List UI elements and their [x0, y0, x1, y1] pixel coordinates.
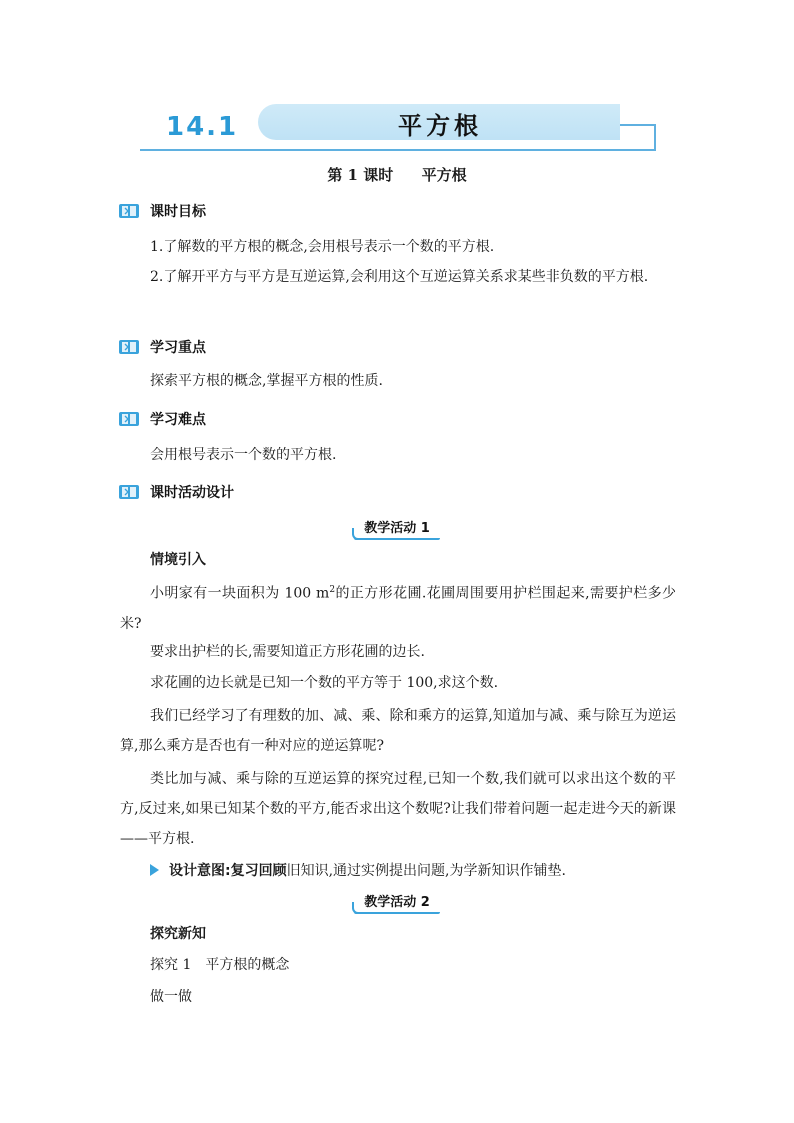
- lesson-title: [0, 164, 794, 185]
- section-design: [118, 481, 234, 503]
- activity-1-tag: [0, 517, 794, 540]
- superscript: 2: [329, 585, 336, 595]
- lesson-title-prefix: 第 1 课时: [327, 166, 394, 184]
- triangle-bullet-icon: [150, 864, 159, 876]
- activity-1-para-3: 求花圃的边长就是已知一个数的平方等于 100,求这个数.: [150, 675, 499, 691]
- difficulties-text: 会用根号表示一个数的平方根.: [150, 447, 337, 463]
- design-intent: [150, 860, 566, 880]
- design-intent-text: 旧知识,通过实例提出问题,为学新知识作铺垫.: [286, 863, 566, 879]
- book-icon: [118, 338, 140, 356]
- section-label: 课时目标: [150, 204, 206, 220]
- section-difficulties: [118, 408, 206, 430]
- activity-tag-label: 教学活动 1: [354, 517, 440, 540]
- activity-2-heading: 探究新知: [150, 926, 206, 942]
- banner-underline: [140, 149, 656, 151]
- activity-1-heading: 情境引入: [150, 552, 206, 568]
- chapter-banner: [140, 104, 656, 152]
- activity-2-tag: [0, 891, 794, 914]
- explore-1-title: 探究 1 平方根的概念: [150, 957, 290, 973]
- activity-1-para-4: 我们已经学习了有理数的加、减、乘、除和乘方的运算,知道加与减、乘与除互为逆运算,那么乘方是否也有一种对应的逆运算呢?: [120, 708, 676, 754]
- book-icon: [118, 202, 140, 220]
- banner-cap: [654, 124, 656, 151]
- activity-1-para-2: 要求出护栏的长,需要知道正方形花圃的边长.: [150, 644, 425, 660]
- banner-tick: [620, 124, 656, 126]
- lesson-title-name: 平方根: [421, 166, 467, 184]
- try-it-label: 做一做: [150, 989, 192, 1005]
- section-title: 平方根: [398, 111, 482, 140]
- key-points-text: 探索平方根的概念,掌握平方根的性质.: [150, 373, 383, 389]
- section-number: 14.1: [166, 112, 239, 142]
- book-icon: [118, 410, 140, 428]
- goal-item-2: 2.了解开平方与平方是互逆运算,会利用这个互逆运算关系求某些非负数的平方根.: [150, 269, 649, 285]
- activity-tag-label: 教学活动 2: [354, 891, 440, 914]
- design-intent-bold: 复习回顾: [230, 863, 287, 879]
- design-intent-label: 设计意图:: [169, 863, 231, 879]
- section-label: 学习重点: [150, 340, 206, 356]
- activity-1-para-1: [120, 575, 676, 639]
- section-label: 课时活动设计: [150, 485, 234, 501]
- para-1-start: 小明家有一块面积为 100 m: [150, 585, 330, 602]
- goal-item-1: 1.了解数的平方根的概念,会用根号表示一个数的平方根.: [150, 239, 495, 255]
- section-goals: [118, 200, 206, 222]
- section-label: 学习难点: [150, 412, 206, 428]
- book-icon: [118, 483, 140, 501]
- section-key-points: [118, 336, 206, 358]
- para-1-end: 的正方形花圃.花圃周围要用护栏围起来,需要护栏多少米?: [120, 585, 676, 632]
- activity-1-para-5: 类比加与减、乘与除的互逆运算的探究过程,已知一个数,我们就可以求出这个数的平方,反过来,如果已知某个数的平方,能否求出这个数呢?让我们带着问题一起走进今天的新课——平方根.: [120, 771, 676, 847]
